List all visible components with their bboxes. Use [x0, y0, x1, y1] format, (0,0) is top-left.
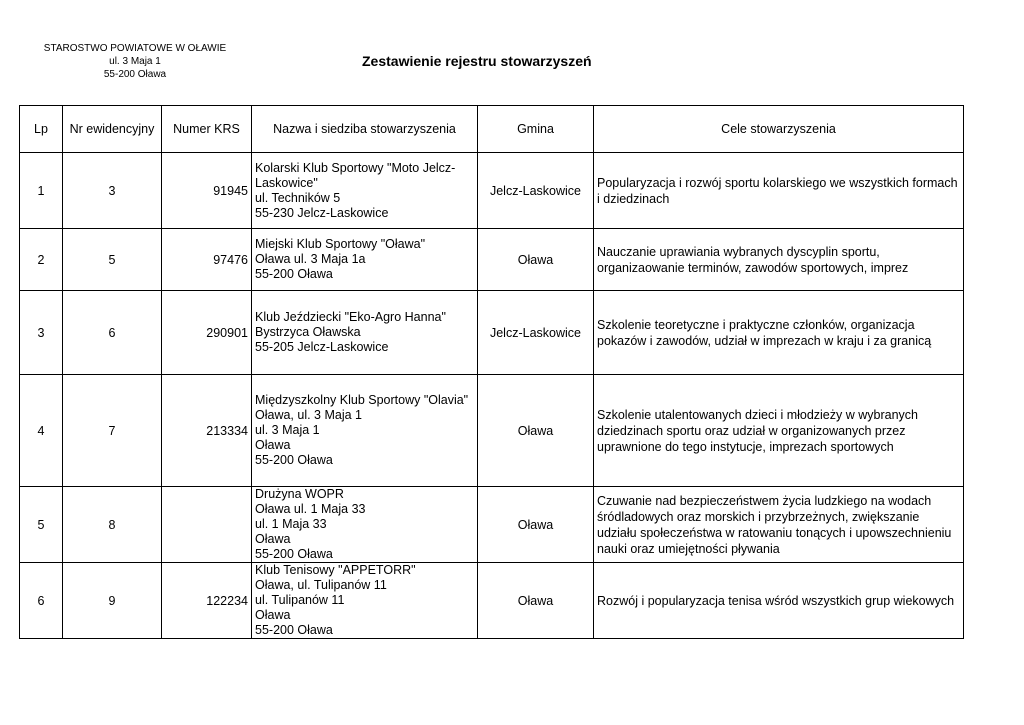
register-table	[19, 105, 964, 639]
table-header-row	[20, 106, 964, 153]
col-header-nr: Nr ewidencyjny	[63, 106, 162, 153]
table-row	[20, 375, 964, 487]
name-line: 55-205 Jelcz-Laskowice	[255, 340, 389, 354]
cell-nr: 9	[63, 563, 162, 639]
cell-lp: 6	[20, 563, 63, 639]
name-line: ul. 3 Maja 1	[255, 423, 320, 437]
name-line: 55-200 Oława	[255, 267, 333, 281]
office-header	[20, 42, 250, 81]
name-line: 55-200 Oława	[255, 623, 333, 637]
name-line: Drużyna WOPR	[255, 487, 344, 501]
name-line: ul. Techników 5	[255, 190, 341, 205]
cell-name	[252, 153, 478, 229]
cell-nr: 8	[63, 487, 162, 563]
name-line: Kolarski Klub Sportowy "Moto Jelcz-	[255, 160, 456, 175]
cell-nr: 5	[63, 229, 162, 291]
cell-lp: 2	[20, 229, 63, 291]
cell-goals: Szkolenie teoretyczne i praktyczne członków, organizacja pokazów i zawodów, udział w imprezach w kraju i za granicą	[594, 291, 964, 375]
name-line: 55-200 Oława	[255, 547, 333, 561]
office-name: STAROSTWO POWIATOWE W OŁAWIE	[43, 43, 227, 54]
cell-lp: 3	[20, 291, 63, 375]
cell-goals: Rozwój i popularyzacja tenisa wśród wszystkich grup wiekowych	[594, 563, 964, 639]
name-line: 55-200 Oława	[255, 453, 333, 467]
cell-gmina: Oława	[478, 375, 594, 487]
name-line: Oława ul. 1 Maja 33	[255, 502, 366, 516]
page-title: Zestawienie rejestru stowarzyszeń	[362, 53, 592, 69]
cell-gmina: Jelcz-Laskowice	[478, 153, 594, 229]
col-header-goals: Cele stowarzyszenia	[594, 106, 964, 153]
cell-gmina: Oława	[478, 563, 594, 639]
name-line: Oława ul. 3 Maja 1a	[255, 252, 366, 266]
name-line: Oława, ul. 3 Maja 1	[255, 408, 362, 422]
cell-gmina: Oława	[478, 487, 594, 563]
cell-name	[252, 291, 478, 375]
cell-krs	[162, 487, 252, 563]
cell-krs: 290901	[162, 291, 252, 375]
name-line: Oława	[255, 532, 291, 546]
cell-goals: Popularyzacja i rozwój sportu kolarskiego we wszystkich formach i dziedzinach	[594, 153, 964, 229]
cell-lp: 1	[20, 153, 63, 229]
name-line: 55-230 Jelcz-Laskowice	[255, 205, 389, 220]
col-header-name: Nazwa i siedziba stowarzyszenia	[252, 106, 478, 153]
office-street: ul. 3 Maja 1	[109, 56, 161, 67]
cell-name	[252, 487, 478, 563]
name-line: Oława, ul. Tulipanów 11	[255, 578, 387, 592]
cell-goals: Czuwanie nad bezpieczeństwem życia ludzkiego na wodach śródladowych oraz morskich i przybrzeżnych, zwiększanie udziału społeczeństwa w ratowaniu tonących i upowszechnieniu nauki oraz umiejętności pływania	[594, 487, 964, 563]
cell-name	[252, 563, 478, 639]
name-line: ul. Tulipanów 11	[255, 593, 345, 607]
table-row	[20, 487, 964, 563]
cell-krs: 97476	[162, 229, 252, 291]
cell-krs: 213334	[162, 375, 252, 487]
name-line: ul. 1 Maja 33	[255, 517, 327, 531]
cell-krs: 122234	[162, 563, 252, 639]
cell-gmina: Oława	[478, 229, 594, 291]
cell-name	[252, 375, 478, 487]
cell-krs: 91945	[162, 153, 252, 229]
name-line: Międzyszkolny Klub Sportowy "Olavia"	[255, 393, 469, 407]
cell-gmina: Jelcz-Laskowice	[478, 291, 594, 375]
name-line: Miejski Klub Sportowy "Oława"	[255, 237, 426, 251]
name-line: Oława	[255, 438, 291, 452]
name-line: Oława	[255, 608, 291, 622]
cell-nr: 6	[63, 291, 162, 375]
table-row	[20, 563, 964, 639]
col-header-lp: Lp	[20, 106, 63, 153]
cell-nr: 3	[63, 153, 162, 229]
cell-lp: 5	[20, 487, 63, 563]
cell-goals: Szkolenie utalentowanych dzieci i młodzieży w wybranych dziedzinach sportu oraz udział w organizowanych przez uprawnione do tego instytucje, imprezach sportowych	[594, 375, 964, 487]
name-line: Klub Tenisowy "APPETORR"	[255, 563, 416, 577]
cell-nr: 7	[63, 375, 162, 487]
office-postal: 55-200 Oława	[103, 69, 167, 80]
col-header-krs: Numer KRS	[162, 106, 252, 153]
name-line: Bystrzyca Oławska	[255, 325, 361, 339]
table-row	[20, 229, 964, 291]
table-row	[20, 291, 964, 375]
col-header-gmina: Gmina	[478, 106, 594, 153]
table-row	[20, 153, 964, 229]
cell-goals: Nauczanie uprawiania wybranych dyscyplin sportu, organizaowanie terminów, zawodów sportowych, imprez	[594, 229, 964, 291]
cell-name	[252, 229, 478, 291]
cell-lp: 4	[20, 375, 63, 487]
name-line: Laskowice"	[255, 175, 318, 190]
name-line: Klub Jeździecki "Eko-Agro Hanna"	[255, 310, 446, 324]
